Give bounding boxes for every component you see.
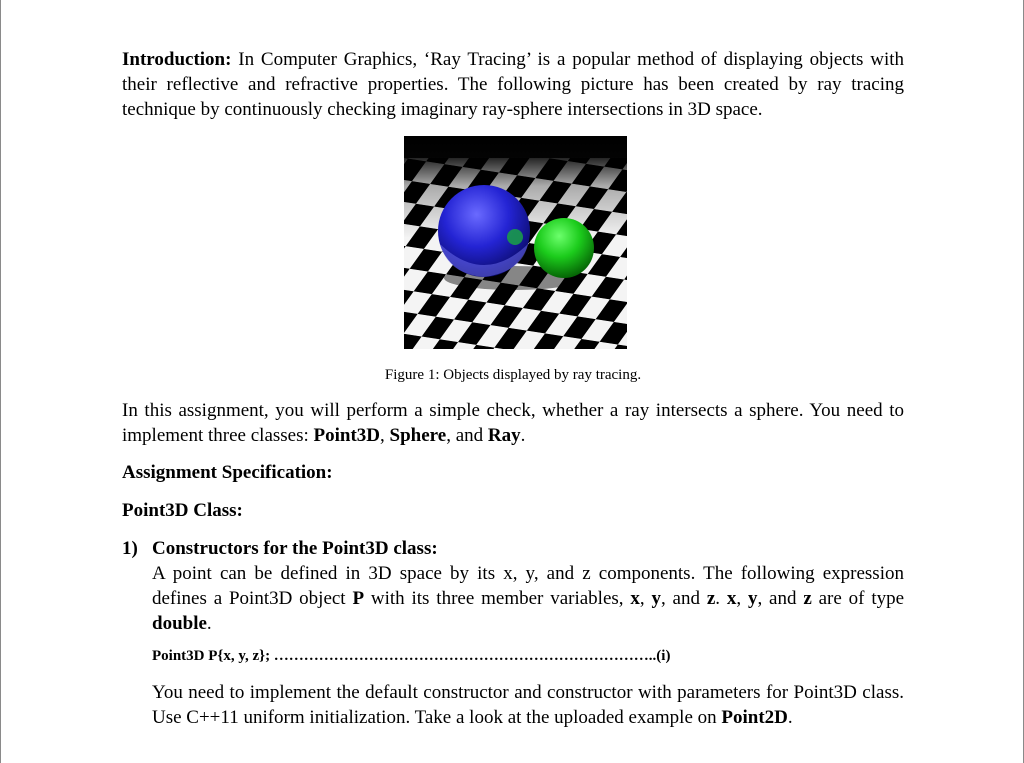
text: , and xyxy=(660,588,707,609)
item-1-title-row xyxy=(122,536,904,561)
intro-text: In Computer Graphics, ‘Ray Tracing’ is a popular method of displaying objects with their reflective and refractive properties. The following picture has been created by ray tracing technique by continuously checking imaginary ray-sphere intersections in 3D space. xyxy=(122,49,904,120)
text-bold: y xyxy=(651,588,661,609)
item-1-body xyxy=(152,561,904,730)
text: . xyxy=(206,613,212,634)
figure-caption: Figure 1: Objects displayed by ray tracing. xyxy=(384,367,642,383)
assignment-paragraph xyxy=(122,398,904,448)
document-body xyxy=(122,47,904,730)
class-ray: Ray xyxy=(487,425,521,446)
text-bold: x xyxy=(630,588,640,609)
text: , and xyxy=(757,588,804,609)
code-expression: Point3D P{x, y, z}; …………………………………………………………………..(i) xyxy=(152,648,671,664)
text: . xyxy=(787,707,793,728)
text-bold: y xyxy=(747,588,758,609)
text: with its three member variables, xyxy=(364,588,631,609)
item-1-paragraph-1 xyxy=(152,561,904,636)
figure-container xyxy=(126,136,904,349)
green-reflection-on-blue xyxy=(507,229,523,245)
class-point3d: Point3D xyxy=(313,425,381,446)
class-sphere: Sphere xyxy=(389,425,447,446)
item-1-paragraph-2 xyxy=(152,680,904,730)
ray-tracing-figure xyxy=(404,136,627,349)
text-bold: z xyxy=(803,588,812,609)
text: . xyxy=(715,588,727,609)
text: A point can be defined in 3D space by its x, y, and z components. The following expression defines a Point3D object xyxy=(152,563,904,609)
text-bold: double xyxy=(152,613,207,634)
period: . xyxy=(520,425,526,446)
item-1 xyxy=(122,536,904,730)
text-bold: P xyxy=(352,588,365,609)
text: , xyxy=(639,588,652,609)
text-bold: Point2D xyxy=(721,707,788,728)
intro-label: Introduction: xyxy=(122,49,232,70)
separator: , xyxy=(380,425,390,446)
heading-point3d-class: Point3D Class: xyxy=(122,500,243,521)
text-bold: z xyxy=(706,588,716,609)
separator: , and xyxy=(446,425,488,446)
text: , xyxy=(736,588,748,609)
page-border-left xyxy=(0,0,1,763)
item-1-number: 1) xyxy=(122,538,138,559)
text: are of type xyxy=(811,588,905,609)
text-bold: x xyxy=(726,588,737,609)
text: You need to implement the default constructor and constructor with parameters for Point3D class. Use C++11 uniform initialization. Take a look at the uploaded example on xyxy=(152,682,904,728)
item-1-title: Constructors for the Point3D class: xyxy=(152,538,438,559)
heading-assignment-spec: Assignment Specification: xyxy=(122,462,333,483)
green-sphere xyxy=(534,218,594,278)
intro-paragraph xyxy=(122,47,904,122)
assignment-text: In this assignment, you will perform a simple check, whether a ray intersects a sphere. You need to implement three classes: xyxy=(122,400,904,446)
